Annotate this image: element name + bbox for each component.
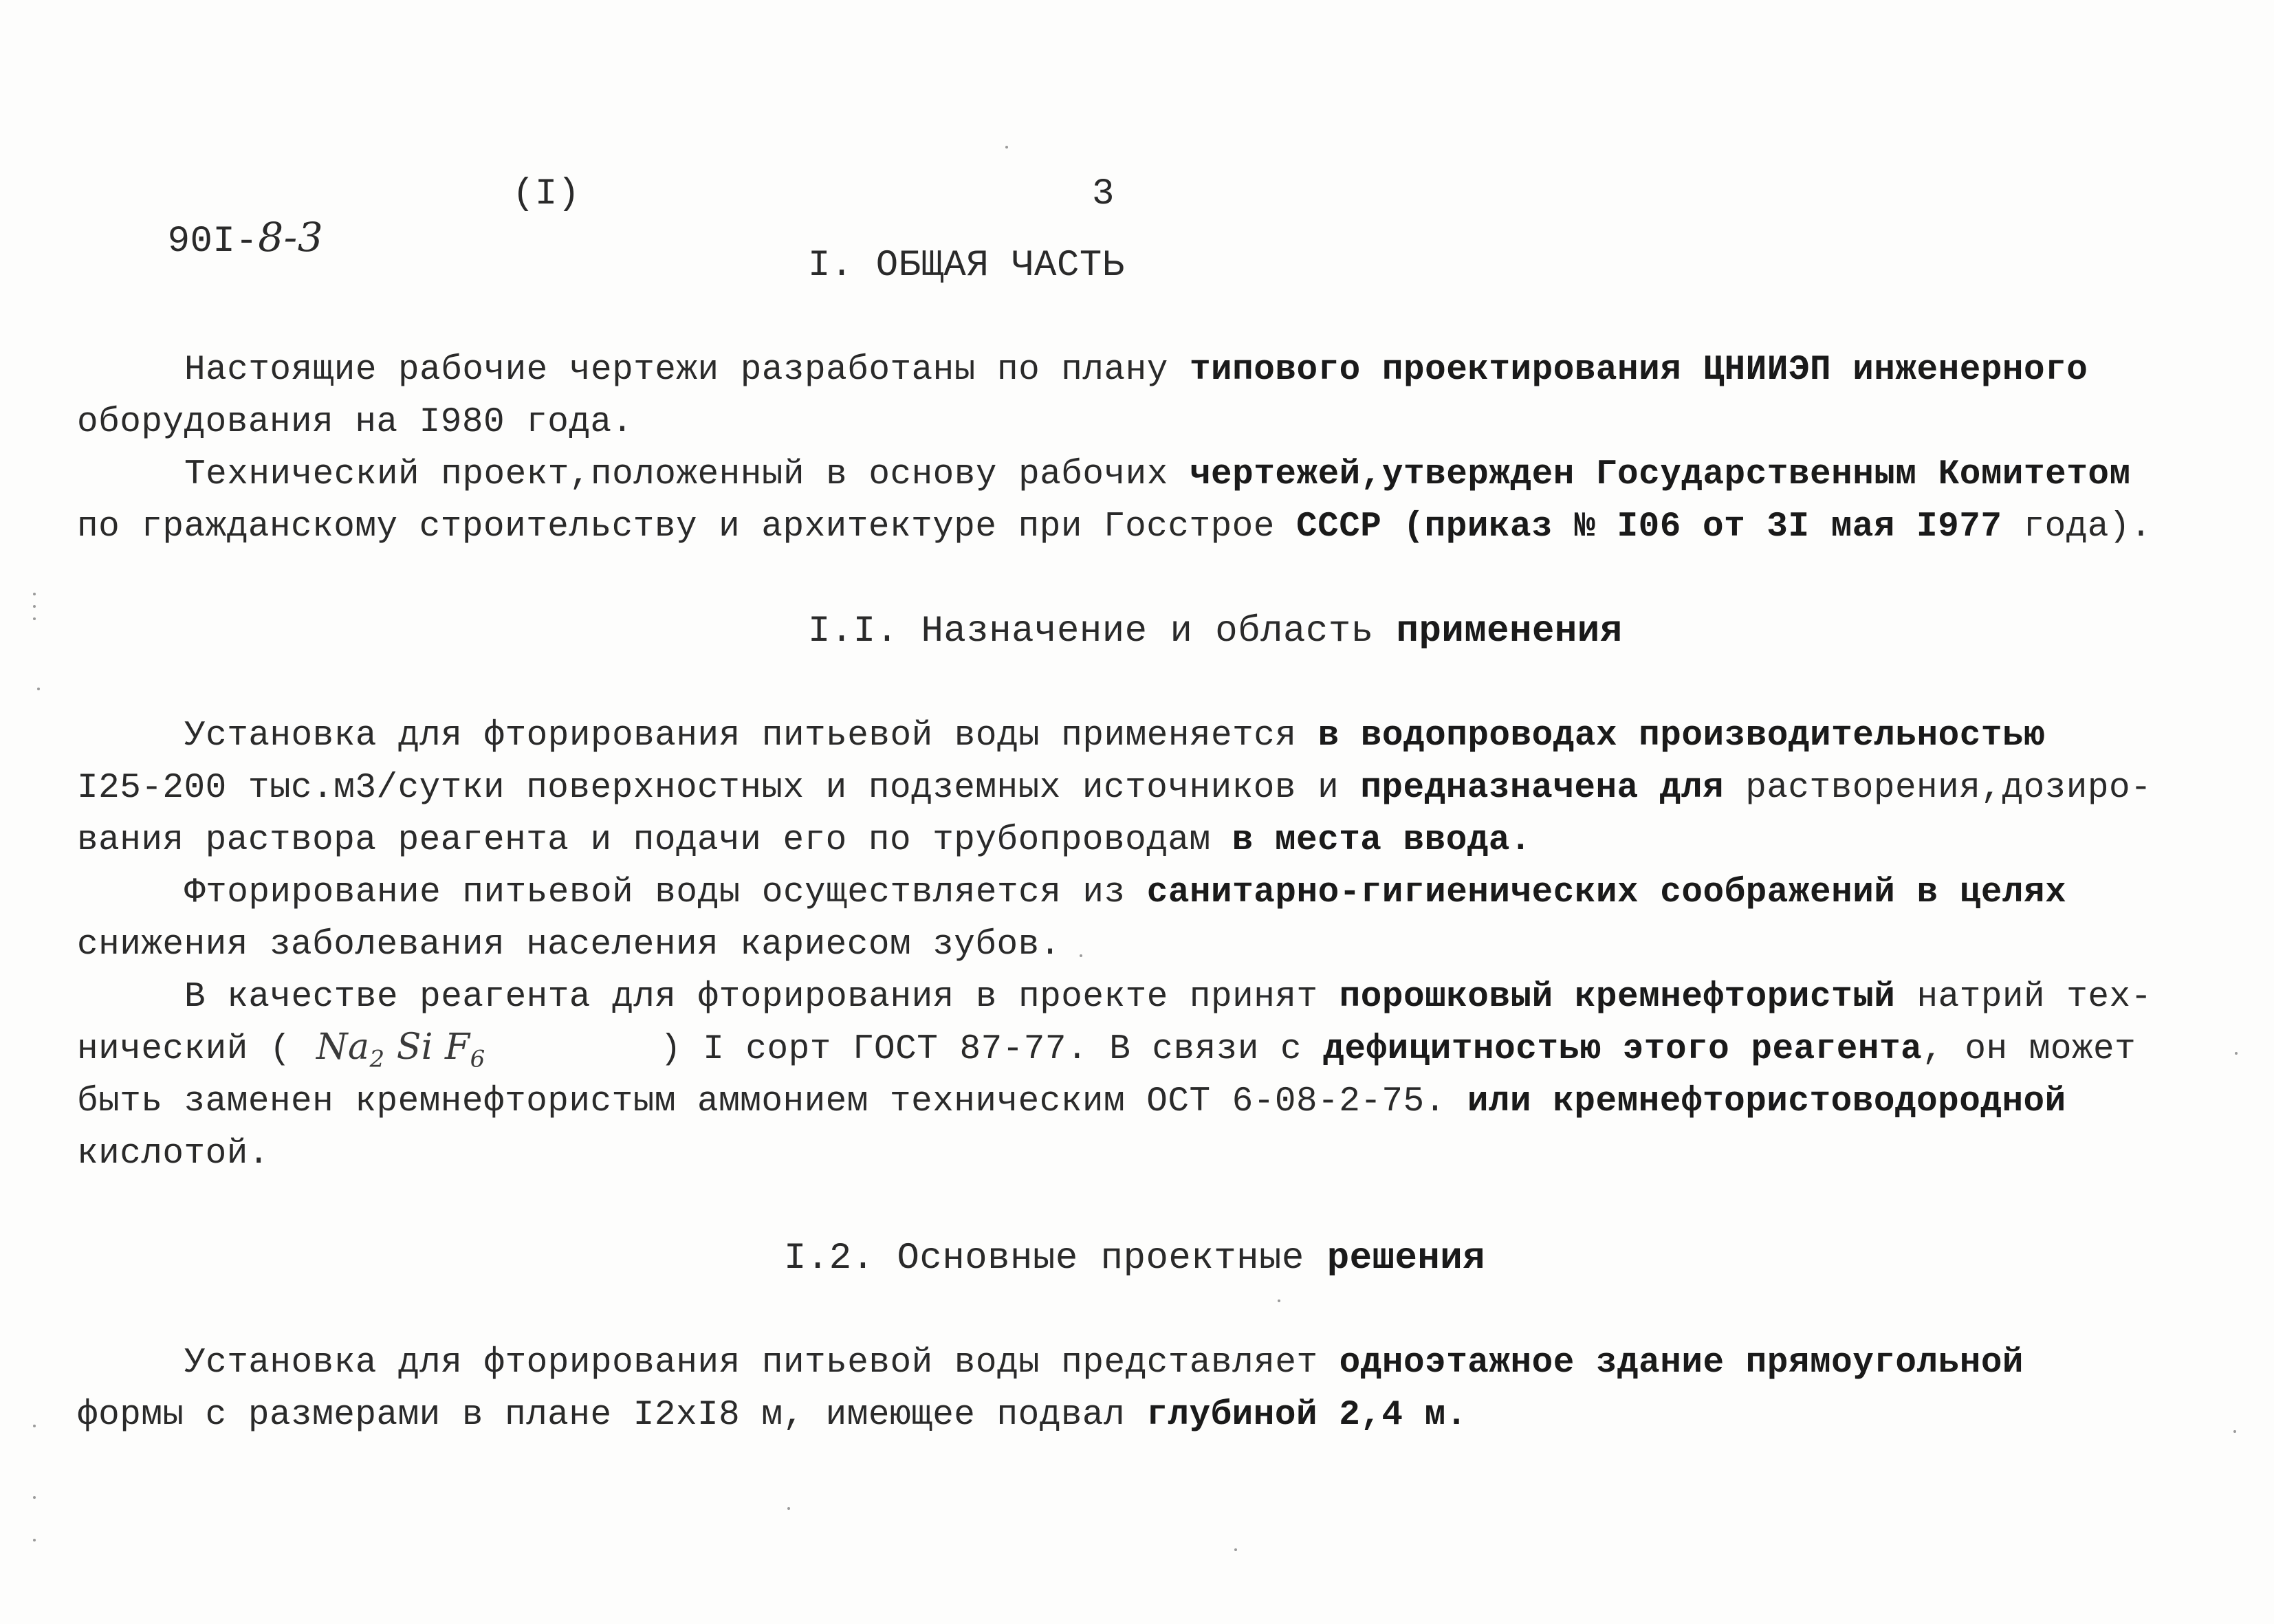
scan-speck — [33, 605, 36, 608]
document-code — [77, 173, 323, 306]
scan-speck — [1278, 1299, 1280, 1302]
paragraph-line: Настоящие рабочие чертежи разработаны по плану типового проектирования ЦНИИЭП инженерного — [184, 351, 2088, 390]
section-title-solutions: I.2. Основные проектные решения — [784, 1238, 1486, 1280]
scan-speck — [787, 1507, 790, 1510]
page-number: 3 — [1092, 173, 1115, 215]
paragraph-line: быть заменен кремнефтористым аммонием техническим ОСТ 6-08-2-75. или кремнефтористоводородной — [77, 1082, 2066, 1121]
paragraph-line: оборудования на I980 года. — [77, 403, 633, 442]
scan-speck — [33, 1425, 36, 1427]
paragraph-line: I25-200 тыс.м3/сутки поверхностных и подземных источников и предназначена для растворения,дозиро- — [77, 769, 2152, 808]
document-code-handwritten: 8-3 — [258, 214, 324, 261]
paragraph-line: ) I сорт ГОСТ 87-77. В связи с дефицитностью этого реагента, он может — [660, 1030, 2136, 1069]
paragraph-line: Установка для фторирования питьевой воды представляет одноэтажное здание прямоугольной — [184, 1343, 2024, 1383]
scan-speck — [33, 1496, 36, 1499]
paragraph-line: кислотой. — [77, 1134, 270, 1174]
paragraph-line: В качестве реагента для фторирования в проекте принят порошковый кремнефтористый натрий тех- — [184, 978, 2152, 1017]
paragraph-line: Технический проект,положенный в основу рабочих чертежей,утвержден Государственным Комитетом — [184, 455, 2131, 494]
section-title-purpose: I.I. Назначение и область применения — [808, 611, 1623, 652]
scan-speck — [1005, 146, 1008, 149]
paragraph-line: нический ( — [77, 1030, 292, 1069]
scan-speck — [1080, 954, 1082, 957]
scan-speck — [33, 617, 36, 620]
paragraph-line: вания раствора реагента и подачи его по трубопроводам в места ввода. — [77, 821, 1532, 860]
document-code-prefix: 90I- — [167, 221, 259, 263]
section-title-general: I. ОБЩАЯ ЧАСТЬ — [808, 245, 1125, 287]
scan-speck — [2233, 1430, 2236, 1433]
paragraph-line: Фторирование питьевой воды осуществляется из санитарно-гигиенических соображений в целях — [184, 873, 2067, 912]
document-part: (I) — [512, 173, 580, 215]
scan-speck — [33, 593, 36, 595]
chemical-formula: $Na_2$ Si $F_6$ — [316, 1027, 485, 1073]
paragraph-line: формы с размерами в плане I2xI8 м, имеющее подвал глубиной 2,4 м. — [77, 1396, 1467, 1435]
scan-speck — [37, 688, 40, 690]
paragraph-line: снижения заболевания населения кариесом зубов. — [77, 925, 1061, 965]
scan-speck — [33, 1539, 36, 1541]
scan-speck — [2235, 1052, 2238, 1055]
paragraph-line: по гражданскому строительству и архитектуре при Госстрое СССР (приказ № I06 от 3I мая I977 года). — [77, 507, 2152, 547]
scan-speck — [1234, 1548, 1237, 1551]
paragraph-line: Установка для фторирования питьевой воды применяется в водопроводах производительностью — [184, 716, 2046, 756]
